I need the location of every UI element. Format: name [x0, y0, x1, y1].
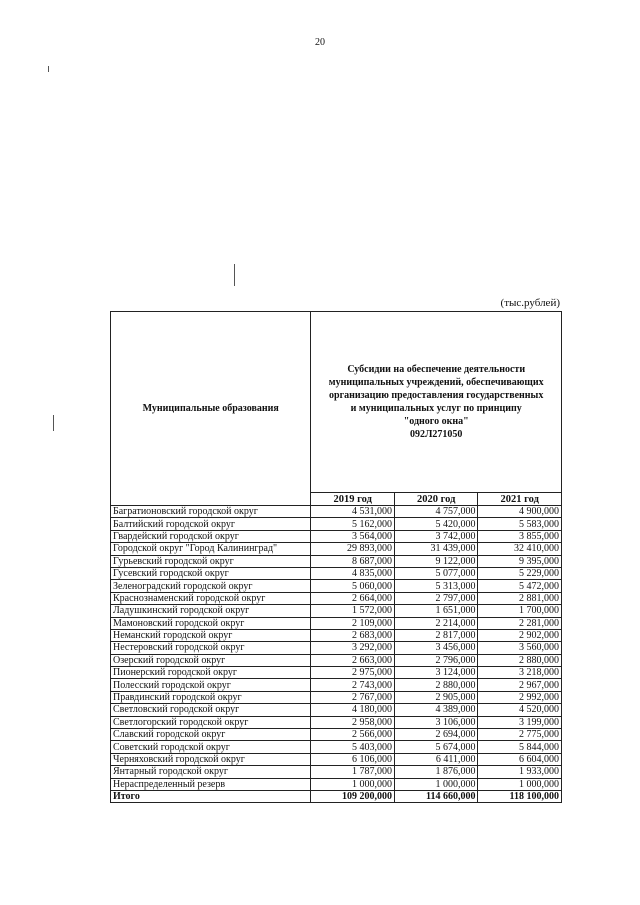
- value-2021: 5 583,000: [478, 518, 562, 530]
- value-2021: 2 775,000: [478, 729, 562, 741]
- value-2021: 2 881,000: [478, 592, 562, 604]
- value-2019: 2 975,000: [311, 667, 395, 679]
- value-2021: 5 472,000: [478, 580, 562, 592]
- table-row: [111, 729, 562, 741]
- municipality-name: Городской округ "Город Калининград": [111, 543, 311, 555]
- value-2019: 2 109,000: [311, 617, 395, 629]
- table-row: [111, 778, 562, 790]
- total-row: [111, 790, 562, 802]
- municipality-name: Неманский городской округ: [111, 629, 311, 641]
- total-label: Итого: [111, 790, 311, 802]
- value-2021: 1 000,000: [478, 778, 562, 790]
- municipality-name: Гвардейский городской округ: [111, 530, 311, 542]
- subsidy-header-line: "одного окна": [403, 416, 469, 427]
- municipality-name: Гурьевский городской округ: [111, 555, 311, 567]
- table-row: [111, 766, 562, 778]
- value-2019: 1 572,000: [311, 605, 395, 617]
- table-row: [111, 580, 562, 592]
- value-2020: 5 077,000: [394, 567, 478, 579]
- value-2021: 3 560,000: [478, 642, 562, 654]
- table-row: [111, 617, 562, 629]
- units-label: (тыс.рублей): [500, 297, 560, 309]
- municipality-name: Нестеровский городской округ: [111, 642, 311, 654]
- value-2020: 6 411,000: [394, 753, 478, 765]
- subsidy-header-line: муниципальных учреждений, обеспечивающих: [328, 377, 544, 388]
- municipality-name: Светлогорский городской округ: [111, 716, 311, 728]
- value-2019: 2 683,000: [311, 629, 395, 641]
- table-row: [111, 629, 562, 641]
- value-2021: 4 520,000: [478, 704, 562, 716]
- value-2019: 3 564,000: [311, 530, 395, 542]
- value-2020: 2 817,000: [394, 629, 478, 641]
- subsidy-header-line: и муниципальных услуг по принципу: [350, 403, 522, 414]
- value-2019: 2 767,000: [311, 691, 395, 703]
- scan-mark: [53, 415, 54, 431]
- col-header-subsidy: [311, 312, 562, 493]
- table-row: [111, 667, 562, 679]
- table-row: [111, 753, 562, 765]
- value-2021: 2 967,000: [478, 679, 562, 691]
- value-2020: 3 742,000: [394, 530, 478, 542]
- value-2019: 4 180,000: [311, 704, 395, 716]
- municipality-name: Гусевский городской округ: [111, 567, 311, 579]
- value-2019: 2 663,000: [311, 654, 395, 666]
- page-number: 20: [315, 37, 325, 48]
- value-2021: 6 604,000: [478, 753, 562, 765]
- table-row: [111, 691, 562, 703]
- year-header-2020: 2020 год: [394, 493, 478, 506]
- value-2019: 2 743,000: [311, 679, 395, 691]
- total-2021: 118 100,000: [478, 790, 562, 802]
- municipality-name: Полесский городской округ: [111, 679, 311, 691]
- value-2020: 31 439,000: [394, 543, 478, 555]
- municipality-name: Багратионовский городской округ: [111, 506, 311, 518]
- municipality-name: Черняховский городской округ: [111, 753, 311, 765]
- table-row: [111, 555, 562, 567]
- value-2020: 5 420,000: [394, 518, 478, 530]
- subsidy-header-code: 092Л271050: [409, 429, 463, 440]
- value-2020: 5 674,000: [394, 741, 478, 753]
- municipality-name: Янтарный городской округ: [111, 766, 311, 778]
- table-row: [111, 642, 562, 654]
- table-row: [111, 567, 562, 579]
- value-2020: 3 124,000: [394, 667, 478, 679]
- table-row: [111, 679, 562, 691]
- value-2019: 4 531,000: [311, 506, 395, 518]
- table-row: [111, 716, 562, 728]
- municipality-name: Зеленоградский городской округ: [111, 580, 311, 592]
- value-2020: 4 389,000: [394, 704, 478, 716]
- value-2020: 2 880,000: [394, 679, 478, 691]
- municipality-name: Нераспределенный резерв: [111, 778, 311, 790]
- year-header-2021: 2021 год: [478, 493, 562, 506]
- value-2021: 2 992,000: [478, 691, 562, 703]
- value-2020: 2 905,000: [394, 691, 478, 703]
- value-2021: 3 855,000: [478, 530, 562, 542]
- value-2021: 1 933,000: [478, 766, 562, 778]
- value-2021: 2 902,000: [478, 629, 562, 641]
- value-2019: 6 106,000: [311, 753, 395, 765]
- municipality-name: Балтийский городской округ: [111, 518, 311, 530]
- value-2019: 5 403,000: [311, 741, 395, 753]
- value-2020: 1 876,000: [394, 766, 478, 778]
- col-header-municipalities: Муниципальные образования: [111, 312, 311, 506]
- value-2020: 1 000,000: [394, 778, 478, 790]
- subsidy-table: [110, 311, 562, 803]
- value-2020: 2 797,000: [394, 592, 478, 604]
- value-2020: 2 214,000: [394, 617, 478, 629]
- municipality-name: Советский городской округ: [111, 741, 311, 753]
- value-2020: 4 757,000: [394, 506, 478, 518]
- municipality-name: Светловский городской округ: [111, 704, 311, 716]
- municipality-name: Славский городской округ: [111, 729, 311, 741]
- total-2019: 109 200,000: [311, 790, 395, 802]
- value-2020: 5 313,000: [394, 580, 478, 592]
- table-row: [111, 543, 562, 555]
- subsidy-header-line: Субсидии на обеспечение деятельности: [347, 364, 526, 375]
- subsidy-header-line: организацию предоставления государственных: [329, 390, 544, 401]
- municipality-name: Озерский городской округ: [111, 654, 311, 666]
- value-2020: 3 456,000: [394, 642, 478, 654]
- value-2021: 32 410,000: [478, 543, 562, 555]
- scan-mark: [234, 264, 235, 286]
- table-row: [111, 654, 562, 666]
- table-row: [111, 518, 562, 530]
- table-row: [111, 704, 562, 716]
- value-2019: 29 893,000: [311, 543, 395, 555]
- value-2019: 5 060,000: [311, 580, 395, 592]
- value-2019: 2 664,000: [311, 592, 395, 604]
- value-2021: 4 900,000: [478, 506, 562, 518]
- municipality-name: Мамоновский городской округ: [111, 617, 311, 629]
- value-2019: 1 787,000: [311, 766, 395, 778]
- value-2019: 2 958,000: [311, 716, 395, 728]
- value-2019: 5 162,000: [311, 518, 395, 530]
- total-2020: 114 660,000: [394, 790, 478, 802]
- value-2020: 2 796,000: [394, 654, 478, 666]
- table-row: [111, 605, 562, 617]
- value-2021: 3 199,000: [478, 716, 562, 728]
- value-2019: 2 566,000: [311, 729, 395, 741]
- value-2019: 8 687,000: [311, 555, 395, 567]
- value-2019: 1 000,000: [311, 778, 395, 790]
- year-header-2019: 2019 год: [311, 493, 395, 506]
- value-2020: 3 106,000: [394, 716, 478, 728]
- municipality-name: Краснознаменский городской округ: [111, 592, 311, 604]
- table-row: [111, 741, 562, 753]
- table-row: [111, 530, 562, 542]
- municipality-name: Ладушкинский городской округ: [111, 605, 311, 617]
- value-2019: 4 835,000: [311, 567, 395, 579]
- municipality-name: Пионерский городской округ: [111, 667, 311, 679]
- value-2021: 2 880,000: [478, 654, 562, 666]
- municipality-name: Правдинский городской округ: [111, 691, 311, 703]
- value-2021: 9 395,000: [478, 555, 562, 567]
- table-body: [111, 506, 562, 791]
- value-2021: 2 281,000: [478, 617, 562, 629]
- value-2021: 5 844,000: [478, 741, 562, 753]
- scan-mark: [48, 66, 49, 72]
- value-2021: 3 218,000: [478, 667, 562, 679]
- table-row: [111, 592, 562, 604]
- value-2020: 9 122,000: [394, 555, 478, 567]
- value-2021: 1 700,000: [478, 605, 562, 617]
- table-row: [111, 506, 562, 518]
- value-2021: 5 229,000: [478, 567, 562, 579]
- value-2020: 1 651,000: [394, 605, 478, 617]
- value-2020: 2 694,000: [394, 729, 478, 741]
- value-2019: 3 292,000: [311, 642, 395, 654]
